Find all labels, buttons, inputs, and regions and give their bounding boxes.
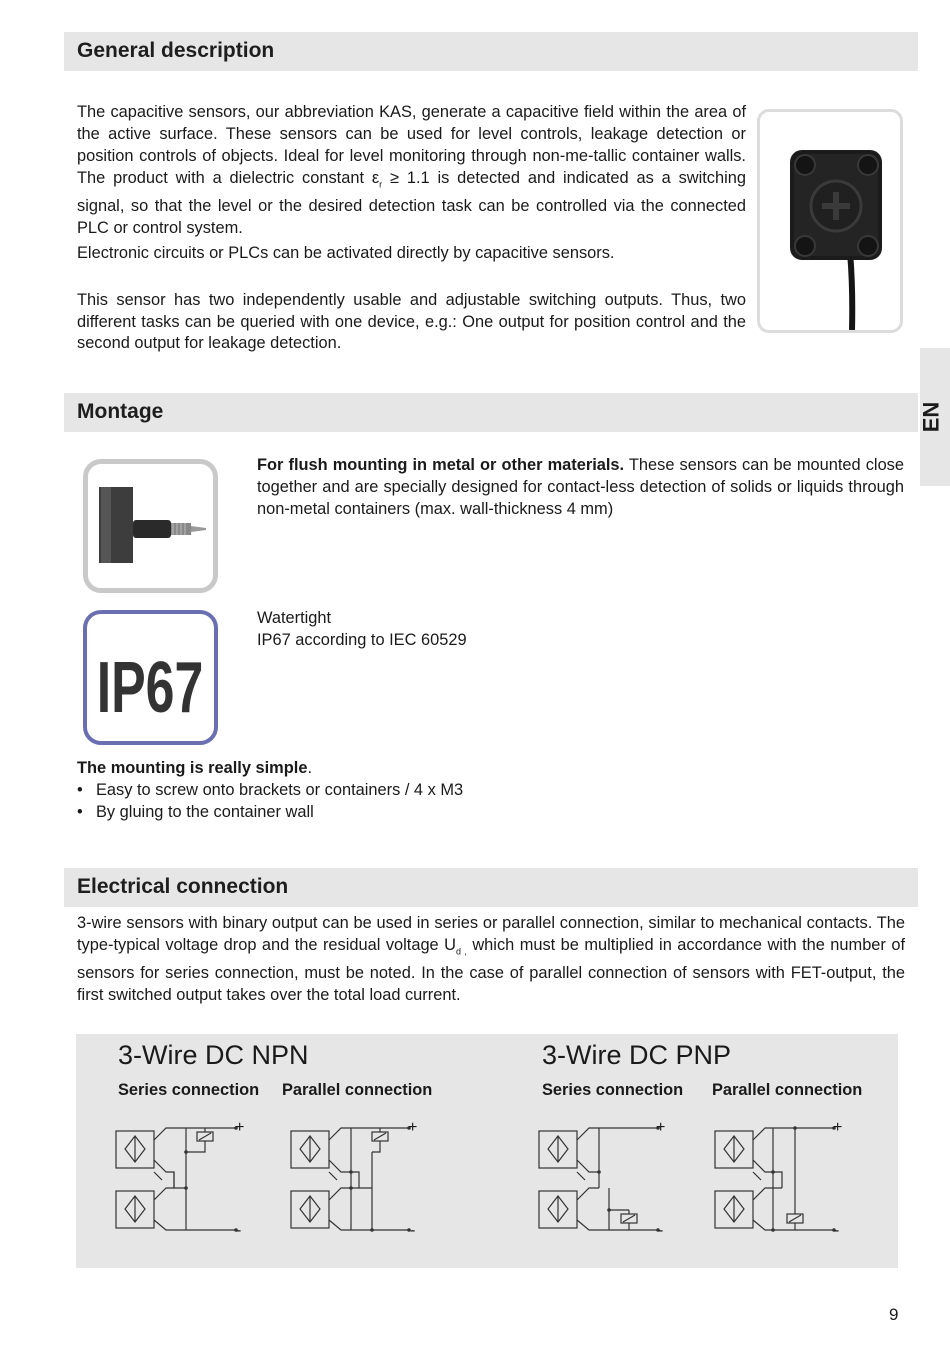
- watertight-text: [257, 608, 757, 652]
- general-paragraph-2: Electronic circuits or PLCs can be activated directly by capacitive sensors.: [77, 243, 615, 262]
- ip67-badge-text: IP67: [96, 647, 204, 729]
- flush-mounting-text: [257, 455, 904, 521]
- page-number: 9: [889, 1305, 899, 1324]
- npn-title: 3-Wire DC NPN: [118, 1040, 309, 1070]
- flush-mounting-bold: For flush mounting in metal or other materials.: [257, 456, 625, 474]
- pnp-series-diagram: [539, 1128, 658, 1230]
- pnp-parallel-diagram: [715, 1128, 834, 1230]
- section-header-general: [64, 32, 918, 71]
- minus-terminal: -: [834, 1222, 840, 1239]
- wiring-schematics: [76, 1034, 898, 1268]
- flush-mount-icon: [83, 459, 218, 593]
- sensor-product-image: [757, 109, 903, 333]
- mounting-simple-block: The mounting is really simple. • Easy to screw onto brackets or containers / 4 x M3 • By gluing to the container wall: [77, 758, 777, 824]
- flush-mounting-desc: These sensors can be mounted close together and are specially designed for contact-less detection of solids or liquids through non-metal containers (max. wall-thickness 4 mm): [257, 456, 904, 518]
- bullet-item: • By gluing to the container wall: [77, 802, 314, 821]
- section-title: Electrical connection: [77, 875, 289, 898]
- electrical-text: 3-wire sensors with binary output can be used in series or parallel connection, similar to mechanical contacts. The type-typical voltage drop and the residual voltage $U_{d ,}$ which must be multiplied in accordance with the number of sensors for series connection, must be noted. In the case of parallel connection of sensors with FET-output, the first switched output takes over the total load current.: [77, 914, 906, 1004]
- general-description-text: [77, 102, 746, 355]
- pnp-series-label: Series connection: [542, 1081, 684, 1099]
- pnp-parallel-label: Parallel connection: [712, 1081, 863, 1099]
- plus-terminal: +: [656, 1119, 666, 1136]
- minus-terminal: -: [410, 1222, 416, 1239]
- plus-terminal: +: [235, 1119, 245, 1136]
- general-paragraph-1: The capacitive sensors, our abbreviation KAS, generate a capacitive field within the area of the active surface. These sensors can be used for level controls, leakage detection or position controls of objects. Ideal for level monitoring through non-me-tallic container walls. The product with a dielectric constant $\varepsilon_r \ge 1.1$ is detected and indicated as a switching signal, so that the level or the desired detection task can be controlled via the connected PLC or control system.: [77, 103, 746, 237]
- general-paragraph-3: This sensor has two independently usable and adjustable switching outputs. Thus, two different tasks can be queried with one device, e.g.: One output for position control and the second output for leakage detection.: [77, 290, 746, 353]
- plus-terminal: +: [408, 1119, 418, 1136]
- plus-terminal: +: [833, 1119, 843, 1136]
- section-header-montage: [64, 393, 918, 432]
- npn-series-diagram: [116, 1128, 236, 1230]
- section-title: Montage: [77, 400, 164, 423]
- language-label: EN: [918, 401, 944, 433]
- pnp-title: 3-Wire DC PNP: [542, 1040, 732, 1070]
- npn-parallel-diagram: [291, 1128, 409, 1230]
- minus-terminal: -: [658, 1222, 664, 1239]
- watertight-line-2: IP67 according to IEC 60529: [257, 630, 467, 649]
- section-header-electrical: [64, 868, 918, 907]
- watertight-line-1: Watertight: [257, 609, 332, 627]
- section-title: General description: [77, 39, 275, 62]
- wiring-diagrams-panel: [76, 1034, 898, 1268]
- npn-series-label: Series connection: [118, 1081, 260, 1099]
- npn-parallel-label: Parallel connection: [282, 1081, 433, 1099]
- language-tab[interactable]: [920, 348, 950, 486]
- mounting-simple-heading: The mounting is really simple: [77, 759, 308, 777]
- bullet-item: • Easy to screw onto brackets or containers / 4 x M3: [77, 780, 464, 799]
- ip67-badge-icon: [83, 610, 218, 745]
- minus-terminal: -: [236, 1222, 242, 1239]
